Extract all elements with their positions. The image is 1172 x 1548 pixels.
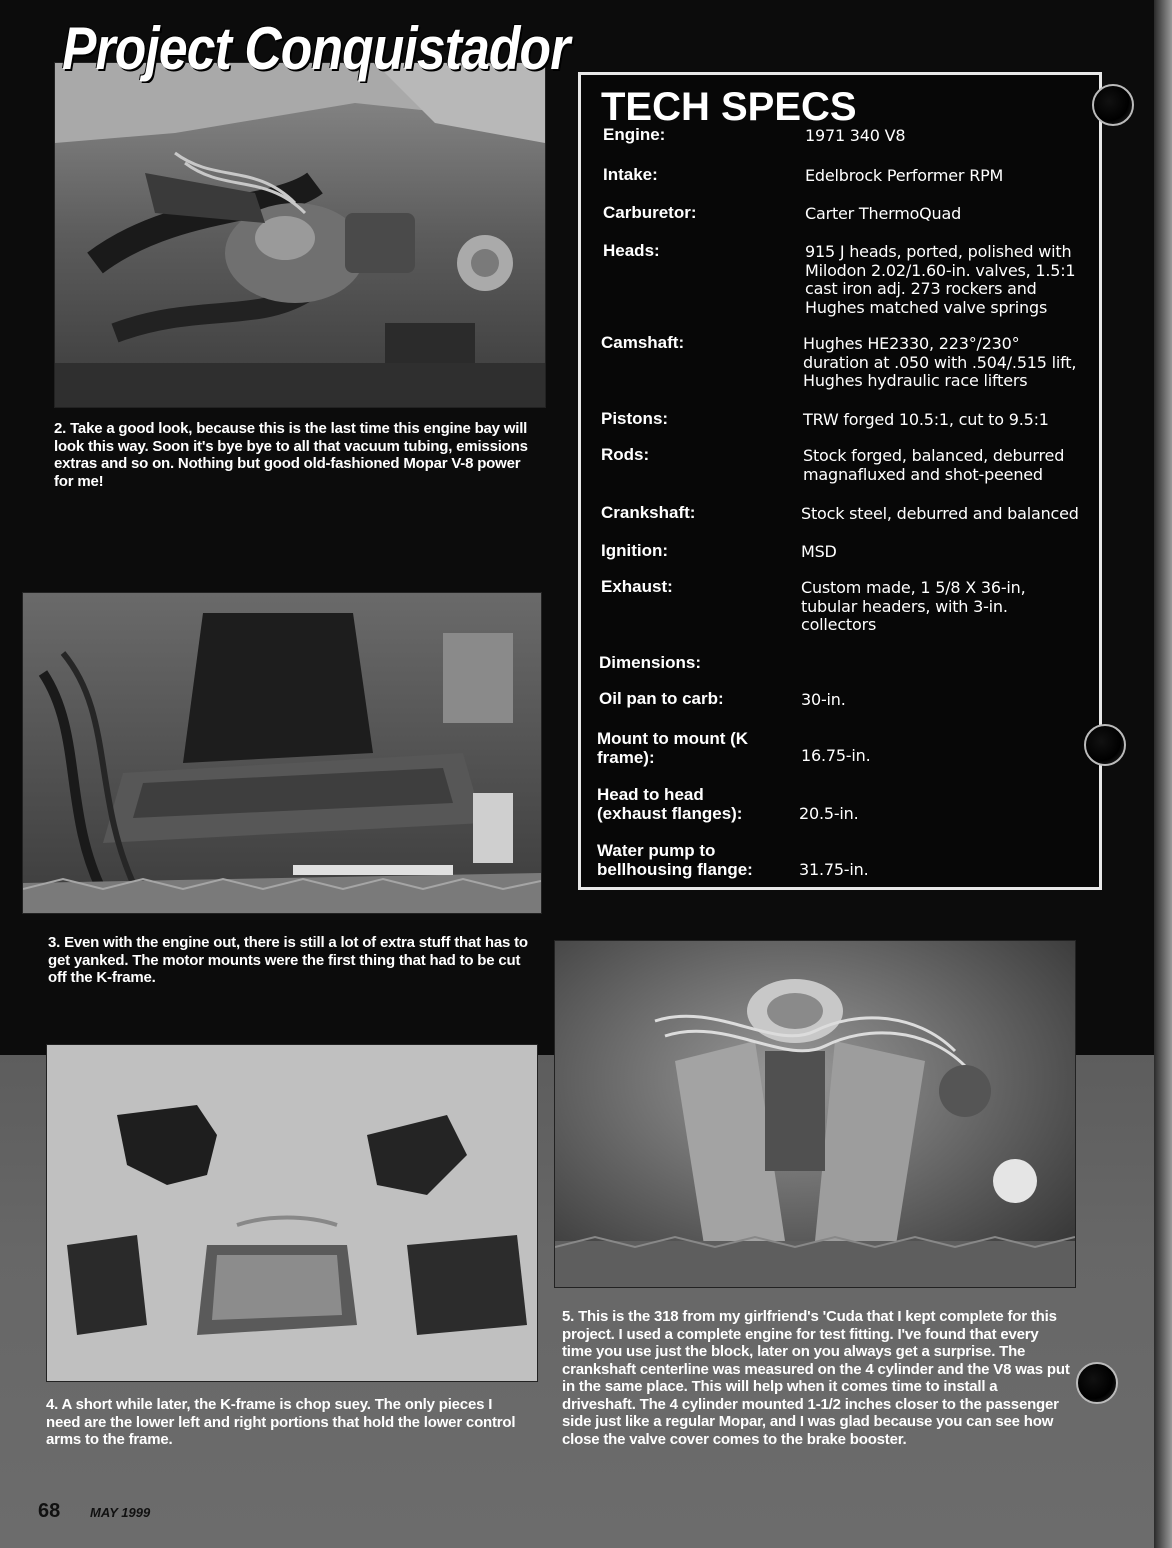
spec-value-camshaft: Hughes HE2330, 223°/230° duration at .050 with .504/.515 lift, Hughes hydraulic race lifters bbox=[803, 334, 1077, 390]
caption-5: 5. This is the 318 from my girlfriend's 'Cuda that I kept complete for this project. I used a complete engine for test fitting. I've found that every time you use just the block, later on you always get a surprise. The crankshaft centerline was measured on the 4 cylinder and the V8 was put in the same place. This will help when it comes time to install a driveshaft. The 4 cylinder mounted 1-1/2 inches closer to the passenger side just like a regular Mopar, and I was glad because you can see how close the valve cover comes to the brake booster. bbox=[562, 1308, 1070, 1448]
v8-test-fit-photo bbox=[554, 940, 1076, 1288]
spec-value-ignition: MSD bbox=[801, 542, 837, 561]
spec-value-engine: 1971 340 V8 bbox=[805, 126, 906, 145]
tech-specs-box bbox=[578, 72, 1102, 890]
spec-label-oil-pan: Oil pan to carb: bbox=[599, 689, 724, 708]
spec-label-rods: Rods: bbox=[601, 445, 650, 464]
spec-label-camshaft: Camshaft: bbox=[601, 333, 685, 352]
engine-bay-before-photo bbox=[54, 62, 546, 408]
tech-specs-title: TECH SPECS bbox=[601, 85, 857, 129]
spec-label-head-to-head: Head to head (exhaust flanges): bbox=[597, 785, 743, 823]
spec-label-carburetor: Carburetor: bbox=[603, 203, 697, 222]
spec-label-water-pump: Water pump to bellhousing flange: bbox=[597, 841, 753, 879]
spec-value-heads: 915 J heads, ported, polished with Milodon 2.02/1.60-in. valves, 1.5:1 cast iron adj. 273 rockers and Hughes matched valve springs bbox=[805, 242, 1076, 317]
spec-label-exhaust: Exhaust: bbox=[601, 577, 673, 596]
spec-value-carburetor: Carter ThermoQuad bbox=[805, 204, 962, 223]
spec-value-pistons: TRW forged 10.5:1, cut to 9.5:1 bbox=[803, 410, 1049, 429]
binder-hole-top bbox=[1092, 84, 1134, 126]
spec-label-crankshaft: Crankshaft: bbox=[601, 503, 696, 522]
spec-label-intake: Intake: bbox=[603, 165, 658, 184]
caption-2: 2. Take a good look, because this is the last time this engine bay will look this way. Soon it's bye bye to all that vacuum tubing, emissions extras and so on. Nothing but good old-fashioned Mopar V-8 power for me! bbox=[54, 420, 528, 490]
page-edge-strip bbox=[1154, 0, 1172, 1548]
spec-value-oil-pan: 30-in. bbox=[801, 690, 846, 709]
spec-label-dimensions: Dimensions: bbox=[599, 653, 702, 672]
spec-value-mount-to-mount: 16.75-in. bbox=[801, 746, 871, 765]
binder-hole-middle bbox=[1084, 724, 1126, 766]
page-number: 68 bbox=[38, 1500, 61, 1522]
spec-value-rods: Stock forged, balanced, deburred magnafluxed and shot-peened bbox=[803, 446, 1065, 484]
headline: Project Conquistador bbox=[62, 15, 570, 82]
spec-value-water-pump: 31.75-in. bbox=[799, 860, 869, 879]
spec-label-engine: Engine: bbox=[603, 125, 666, 144]
caption-3: 3. Even with the engine out, there is still a lot of extra stuff that has to get yanked. The motor mounts were the first thing that had to be cut off the K-frame. bbox=[48, 934, 528, 986]
k-frame-pieces-photo bbox=[46, 1044, 538, 1382]
issue-date: MAY 1999 bbox=[90, 1505, 151, 1520]
binder-hole-bottom bbox=[1076, 1362, 1118, 1404]
spec-label-mount-to-mount: Mount to mount (K frame): bbox=[597, 729, 749, 767]
spec-label-pistons: Pistons: bbox=[601, 409, 669, 428]
spec-value-exhaust: Custom made, 1 5/8 X 36-in, tubular headers, with 3-in. collectors bbox=[801, 578, 1026, 634]
spec-value-intake: Edelbrock Performer RPM bbox=[805, 166, 1004, 185]
spec-label-ignition: Ignition: bbox=[601, 541, 669, 560]
spec-label-heads: Heads: bbox=[603, 241, 660, 260]
spec-value-crankshaft: Stock steel, deburred and balanced bbox=[801, 504, 1079, 523]
spec-value-head-to-head: 20.5-in. bbox=[799, 804, 859, 823]
empty-engine-bay-photo bbox=[22, 592, 542, 914]
caption-4: 4. A short while later, the K-frame is chop suey. The only pieces I need are the lower left and right portions that hold the lower control arms to the frame. bbox=[46, 1396, 516, 1448]
